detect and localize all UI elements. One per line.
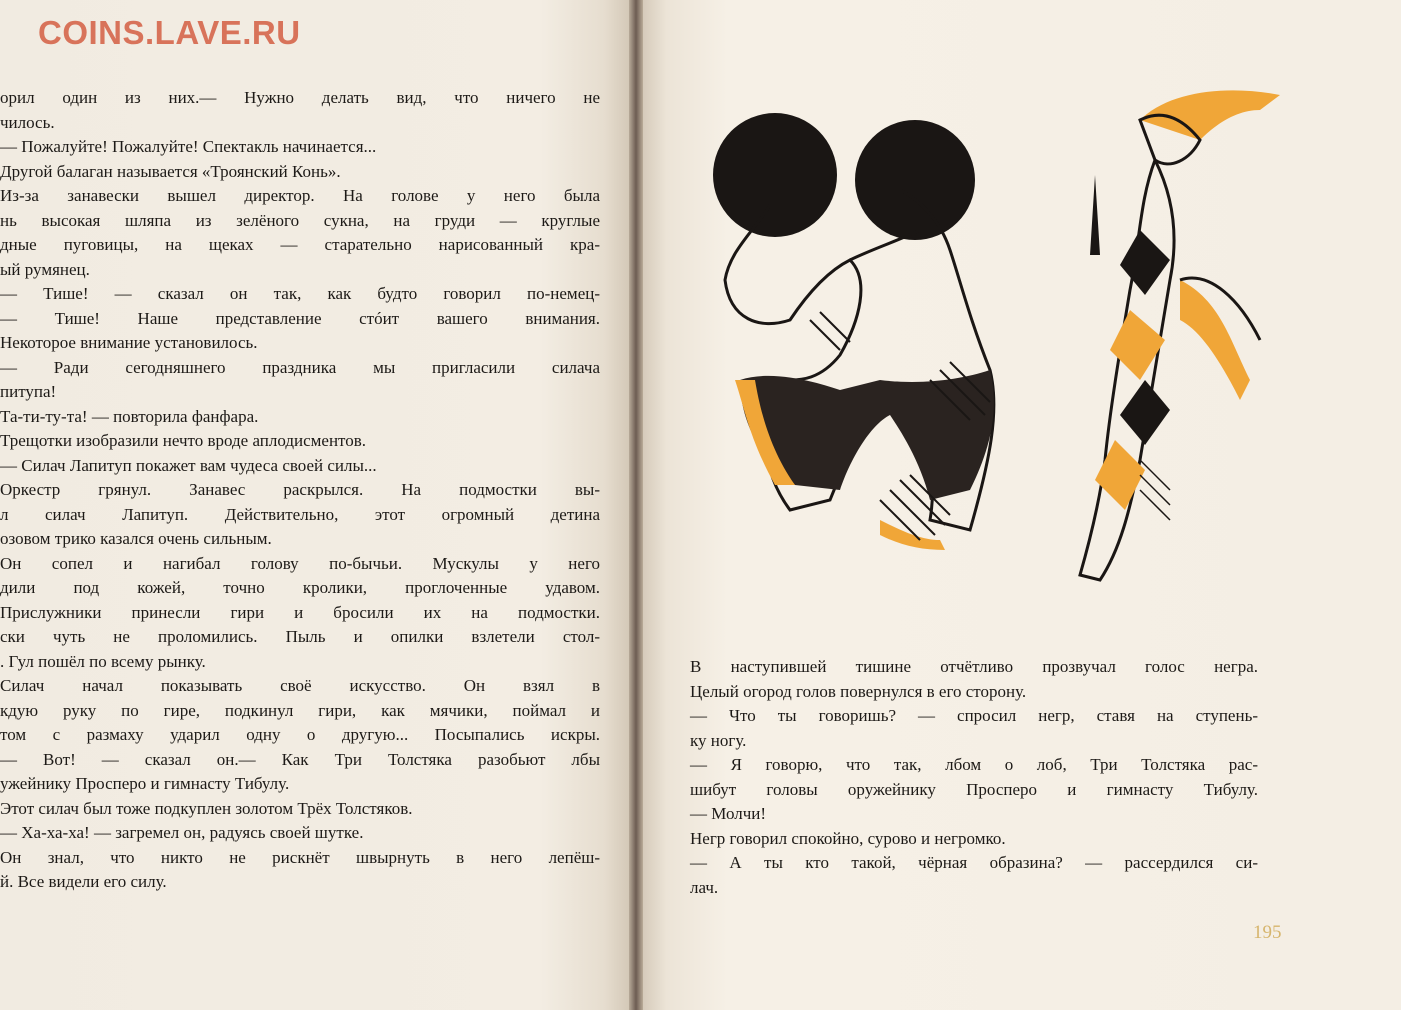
text-line: ку ногу.	[690, 730, 747, 750]
text-line: — Тише! — сказал он так, как будто говорил по-немец-	[0, 284, 600, 303]
text-line: шибут головы оружейнику Просперо и гимнасту Тибулу.	[690, 779, 1258, 799]
text-line: дили под кожей, точно кролики, проглоченные удавом.	[0, 578, 600, 597]
text-line: кдую руку по гире, подкинул гири, как мячики, поймал и	[0, 700, 600, 720]
text-line: Прислужники принесли гири и бросили их на подмостки.	[0, 602, 600, 622]
text-line: — Ха-ха-ха! — загремел он, радуясь своей шутке.	[0, 823, 364, 842]
text-line: — Что ты говоришь? — спросил негр, ставя на ступень-	[690, 706, 1258, 725]
text-line: — Тише! Наше представление стóит вашего внимания.	[0, 308, 600, 328]
text-line: Он знал, что никто не рискнёт швырнуть в него лепёш-	[0, 847, 600, 867]
text-line: й. Все видели его силу.	[0, 872, 167, 891]
text-line: — А ты кто такой, чёрная образина? — рассердился си-	[690, 853, 1258, 872]
text-line: Целый огород голов повернулся в его сторону.	[690, 681, 1027, 701]
text-line: — Ради сегодняшнего праздника мы пригласили силача	[0, 357, 600, 377]
text-line: . Гул пошёл по всему рынку.	[0, 651, 206, 671]
text-line: нь высокая шляпа из зелёного сукна, на груди — круглые	[0, 210, 600, 230]
text-line: — Вот! — сказал он.— Как Три Толстяка разобьют лбы	[0, 749, 600, 769]
page-number: 195	[1253, 922, 1282, 943]
text-line: ски чуть не проломились. Пыль и опилки взлетели стол-	[0, 627, 600, 646]
illustration-strongman-and-harlequin	[700, 80, 1300, 600]
text-line: — Пожалуйте! Пожалуйте! Спектакль начинается...	[0, 137, 377, 156]
left-page-text	[0, 86, 600, 895]
text-line: Трещотки изобразили нечто вроде аплодисментов.	[0, 431, 367, 450]
text-line: Этот силач был тоже подкуплен золотом Трёх Толстяков.	[0, 798, 413, 818]
text-line: Некоторое внимание установилось.	[0, 333, 258, 352]
watermark: COINS.LAVE.RU	[38, 14, 301, 51]
text-line: питупа!	[0, 382, 57, 401]
text-line: орил один из них.— Нужно делать вид, что ничего не	[0, 88, 600, 107]
text-line: лач.	[690, 877, 719, 897]
right-page-text	[690, 655, 1258, 900]
text-line: — Силач Лапитуп покажет вам чудеса своей силы...	[0, 455, 377, 475]
text-line: Другой балаган называется «Троянский Конь».	[0, 161, 341, 181]
text-line: дные пуговицы, на щеках — старательно нарисованный кра-	[0, 235, 600, 254]
text-line: Он сопел и нагибал голову по-бычьи. Мускулы у него	[0, 553, 600, 573]
text-line: — Я говорю, что так, лбом о лоб, Три Толстяка рас-	[690, 755, 1258, 774]
text-line: чилось.	[0, 112, 55, 132]
text-line: — Молчи!	[690, 804, 767, 823]
text-line: ужейнику Просперо и гимнасту Тибулу.	[0, 774, 290, 793]
text-line: Та-ти-ту-та! — повторила фанфара.	[0, 406, 259, 426]
text-line: Силач начал показывать своё искусство. Он взял в	[0, 676, 600, 695]
text-line: Из-за занавески вышел директор. На голове у него была	[0, 186, 600, 205]
text-line: том с размаху ударил одну о другую... Посыпались искры.	[0, 725, 600, 744]
text-line: Негр говорил спокойно, сурово и негромко.	[690, 828, 1006, 848]
text-line: ый румянец.	[0, 259, 90, 279]
text-line: В наступившей тишине отчётливо прозвучал голос негра.	[690, 657, 1258, 676]
text-line: л силач Лапитуп. Действительно, этот огромный детина	[0, 504, 600, 524]
text-line: озовом трико казался очень сильным.	[0, 529, 272, 548]
book-gutter	[629, 0, 643, 1010]
text-line: Оркестр грянул. Занавес раскрылся. На подмостки вы-	[0, 480, 600, 499]
